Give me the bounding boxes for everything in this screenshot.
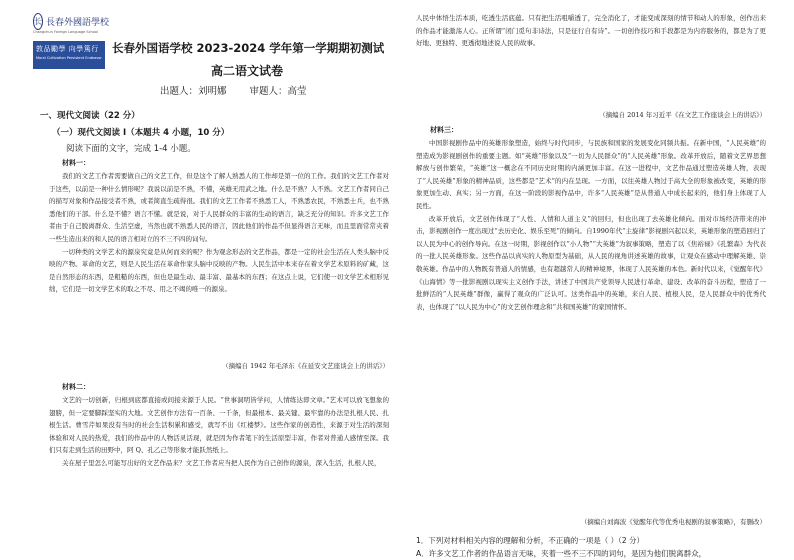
material-two-label: 材料二： xyxy=(62,382,90,391)
material-three-citation: （摘编自刘海波《觉醒年代等优秀电视剧的叙事策略》，有删改） xyxy=(580,518,766,526)
material-one-source xyxy=(49,360,389,373)
material-two-continued-paragraph: 人民中体悟生活本质，吃透生活底蕴。只有把生活咀嚼透了，完全消化了，才能变成深刻的情节和动人的形象，创作出来的作品才能激荡人心。正所谓“闭门觅句非诗法，只是征行自有诗”。一切创作技巧和手段都是为内容服务的，都是为了更好地、更独特、更透彻地述说人民的故事。 xyxy=(416,14,766,48)
material-two-paragraph: 文艺的一切创新，归根到底都直接或间接来源于人民。“世事洞明皆学问，人情练达即文章。”艺术可以放飞想象的翅膀，但一定要脚踩坚实的大地。文艺创作方法有一百条、一千条，但最根本、最关键、最牢靠的办法是扎根人民、扎根生活。曹雪芹如果没有当时的社会生活积累和感受，就写不出《红楼梦》。这些作家的创造性，来源于对生活的深刻体验和对人民的热爱，我们的作品中的人物活灵活现，就是因为作者笔下的生活原型丰富，作者对普通人感情至深。我们只有走到生活的田野中，阿 Q、孔乙己等形象才能跃然纸上。 xyxy=(49,396,389,455)
material-three-source xyxy=(416,516,766,529)
material-three-body xyxy=(416,137,766,515)
school-motto: 敦品勵學 向學篤行 xyxy=(36,45,99,53)
reading-instruction: 阅读下面的文字，完成 1-4 小题。 xyxy=(66,144,196,154)
material-three-paragraph: 中国影视剧作品中的英雄形象塑造，始终与时代同步，与民族和国家的发展变化同频共振。在新中国，“人民英雄”的塑造成为影视剧创作的重要主题。如“英雄”形象以及“一切为人民群众”的“人民英雄”形象。改革开放后，随着文艺界思想解放与创作繁荣，“英雄”这一概念在不同历史时期的内涵更加丰富。在这一进程中，文艺作品通过塑造英雄人物，表现了“人民英雄”形象的精神品质，这些都是“艺术”的内在呈现。一方面，以往英雄人物过于高大全的形象被改变，英雄的形象更加生动、真实；另一方面，在这一阶段的影视作品中，许多“人民英雄”是从普通人中成长起来的，他们身上体现了人民性。 xyxy=(416,139,766,210)
section-heading: 一、现代文阅读（22 分） xyxy=(40,111,140,121)
material-two-paragraph: 关在屋子里怎么可能写出好的文艺作品来？文艺工作者应当把人民作为自己创作的源泉，深入生活，扎根人民， xyxy=(62,458,381,467)
material-three-label: 材料三： xyxy=(430,125,458,134)
material-one-citation: （摘编自 1942 年毛泽东《在延安文艺座谈会上的讲话》） xyxy=(222,362,389,370)
exam-title: 长春外国语学校 2023-2024 学年第一学期期初测试 xyxy=(112,41,385,55)
material-two-body xyxy=(49,394,389,554)
school-logo xyxy=(33,10,110,70)
material-one-label: 材料一： xyxy=(62,158,90,167)
question-reviewer: 审题人：高莹 xyxy=(249,86,307,97)
material-two-continued xyxy=(416,12,766,88)
material-one-paragraph: 我们的文艺工作者需要做自己的文艺工作，但是这个了解人熟悉人的工作却是第一位的工作。我们的文艺工作者对于这些，以前是一种什么情形呢？我说以前是不熟，不懂，英雄无用武之地。什么是不熟？人不熟。文艺工作者同自己的描写对象和作品接受者不熟，或者简直生疏得很。我们的文艺工作者不熟悉工人，不熟悉农民，不熟悉士兵，也不熟悉他们的干部。什么是不懂？语言不懂。就是说，对于人民群众的丰富的生动的语言，缺乏充分的知识。许多文艺工作者由于自己脱离群众、生活空虚，当然也就不熟悉人民的语言，因此他们的作品不但显得语言无味，而且里面常常夹着一些生造出来的和人民的语言相对立的不三不四的词句。 xyxy=(49,172,389,243)
exam-subtitle: 高二语文试卷 xyxy=(210,64,283,78)
exam-authors xyxy=(160,83,380,97)
school-seal-icon: 长 xyxy=(33,13,43,30)
material-one-paragraph: 一切种类的文学艺术的源泉究竟是从何而来的呢？作为观念形态的文艺作品，都是一定的社会生活在人类头脑中反映的产物。革命的文艺，则是人民生活在革命作家头脑中反映的产物。人民生活中本来存在着文学艺术原料的矿藏，这是自然形态的东西，是粗糙的东西，但也是最生动、最丰富、最基本的东西；在这点上说，它们使一切文学艺术相形见绌，它们是一切文学艺术的取之不尽、用之不竭的唯一的源泉。 xyxy=(49,247,389,294)
school-motto-english: Moral Cultivation Persistent Endeavor xyxy=(36,56,102,60)
question-one-option-a: A．许多文艺工作者的作品语言无味，夹着一些不三不四的词句，是因为他们脱离群众， xyxy=(416,549,707,558)
question-setter: 出题人：刘明娜 xyxy=(160,86,227,97)
material-three-paragraph: 改革开放后，文艺创作体现了“人性、人情和人道主义”的回归，但也出现了去英雄化倾向。面对市场经济带来的冲击，影视剧创作一度出现过“去历史化、娱乐至死”的倾向。自1990年代“主旋律”影视剧兴起以来，英雄形象的塑造回归了以人民为中心的创作导向。在这一时期，影视创作以“小人物”“大英雄”为叙事策略，塑造了以《焦裕禄》《孔繁森》为代表的一批人民英雄形象。这些作品以真实的人物原型为基础，从人民的视角讲述英雄的故事，让观众在感动中理解英雄、崇敬英雄。作品中的人物既有普通人的情感，也有超越常人的精神境界，体现了人民英雄的本色。新时代以来，《觉醒年代》《山海情》等一批影视剧以现实主义创作手法，讲述了中国共产党领导人民进行革命、建设、改革的奋斗历程，塑造了一批鲜活的“人民英雄”群像，赢得了观众的广泛认可。这类作品中的英雄，来自人民、植根人民，是人民群众中的优秀代表，也体现了“以人民为中心”的文艺创作理念和“共和国英雄”的家国情怀。 xyxy=(416,214,766,311)
school-name-script: 長春外國語學校 xyxy=(46,17,110,28)
sub-section-heading: （一）现代文阅读 I（本题共 4 小题，10 分） xyxy=(52,128,230,138)
material-two-source xyxy=(416,109,766,122)
school-name-english: Changchun Foreign Language School xyxy=(33,30,99,34)
material-one-body xyxy=(49,170,389,358)
question-one-stem: 1．下列对材料相关内容的理解和分析，不正确的一项是（ ）（2 分） xyxy=(416,536,645,545)
material-two-citation: （摘编自 2014 年习近平《在文艺工作座谈会上的讲话》） xyxy=(599,111,766,119)
motto-banner xyxy=(33,41,105,69)
